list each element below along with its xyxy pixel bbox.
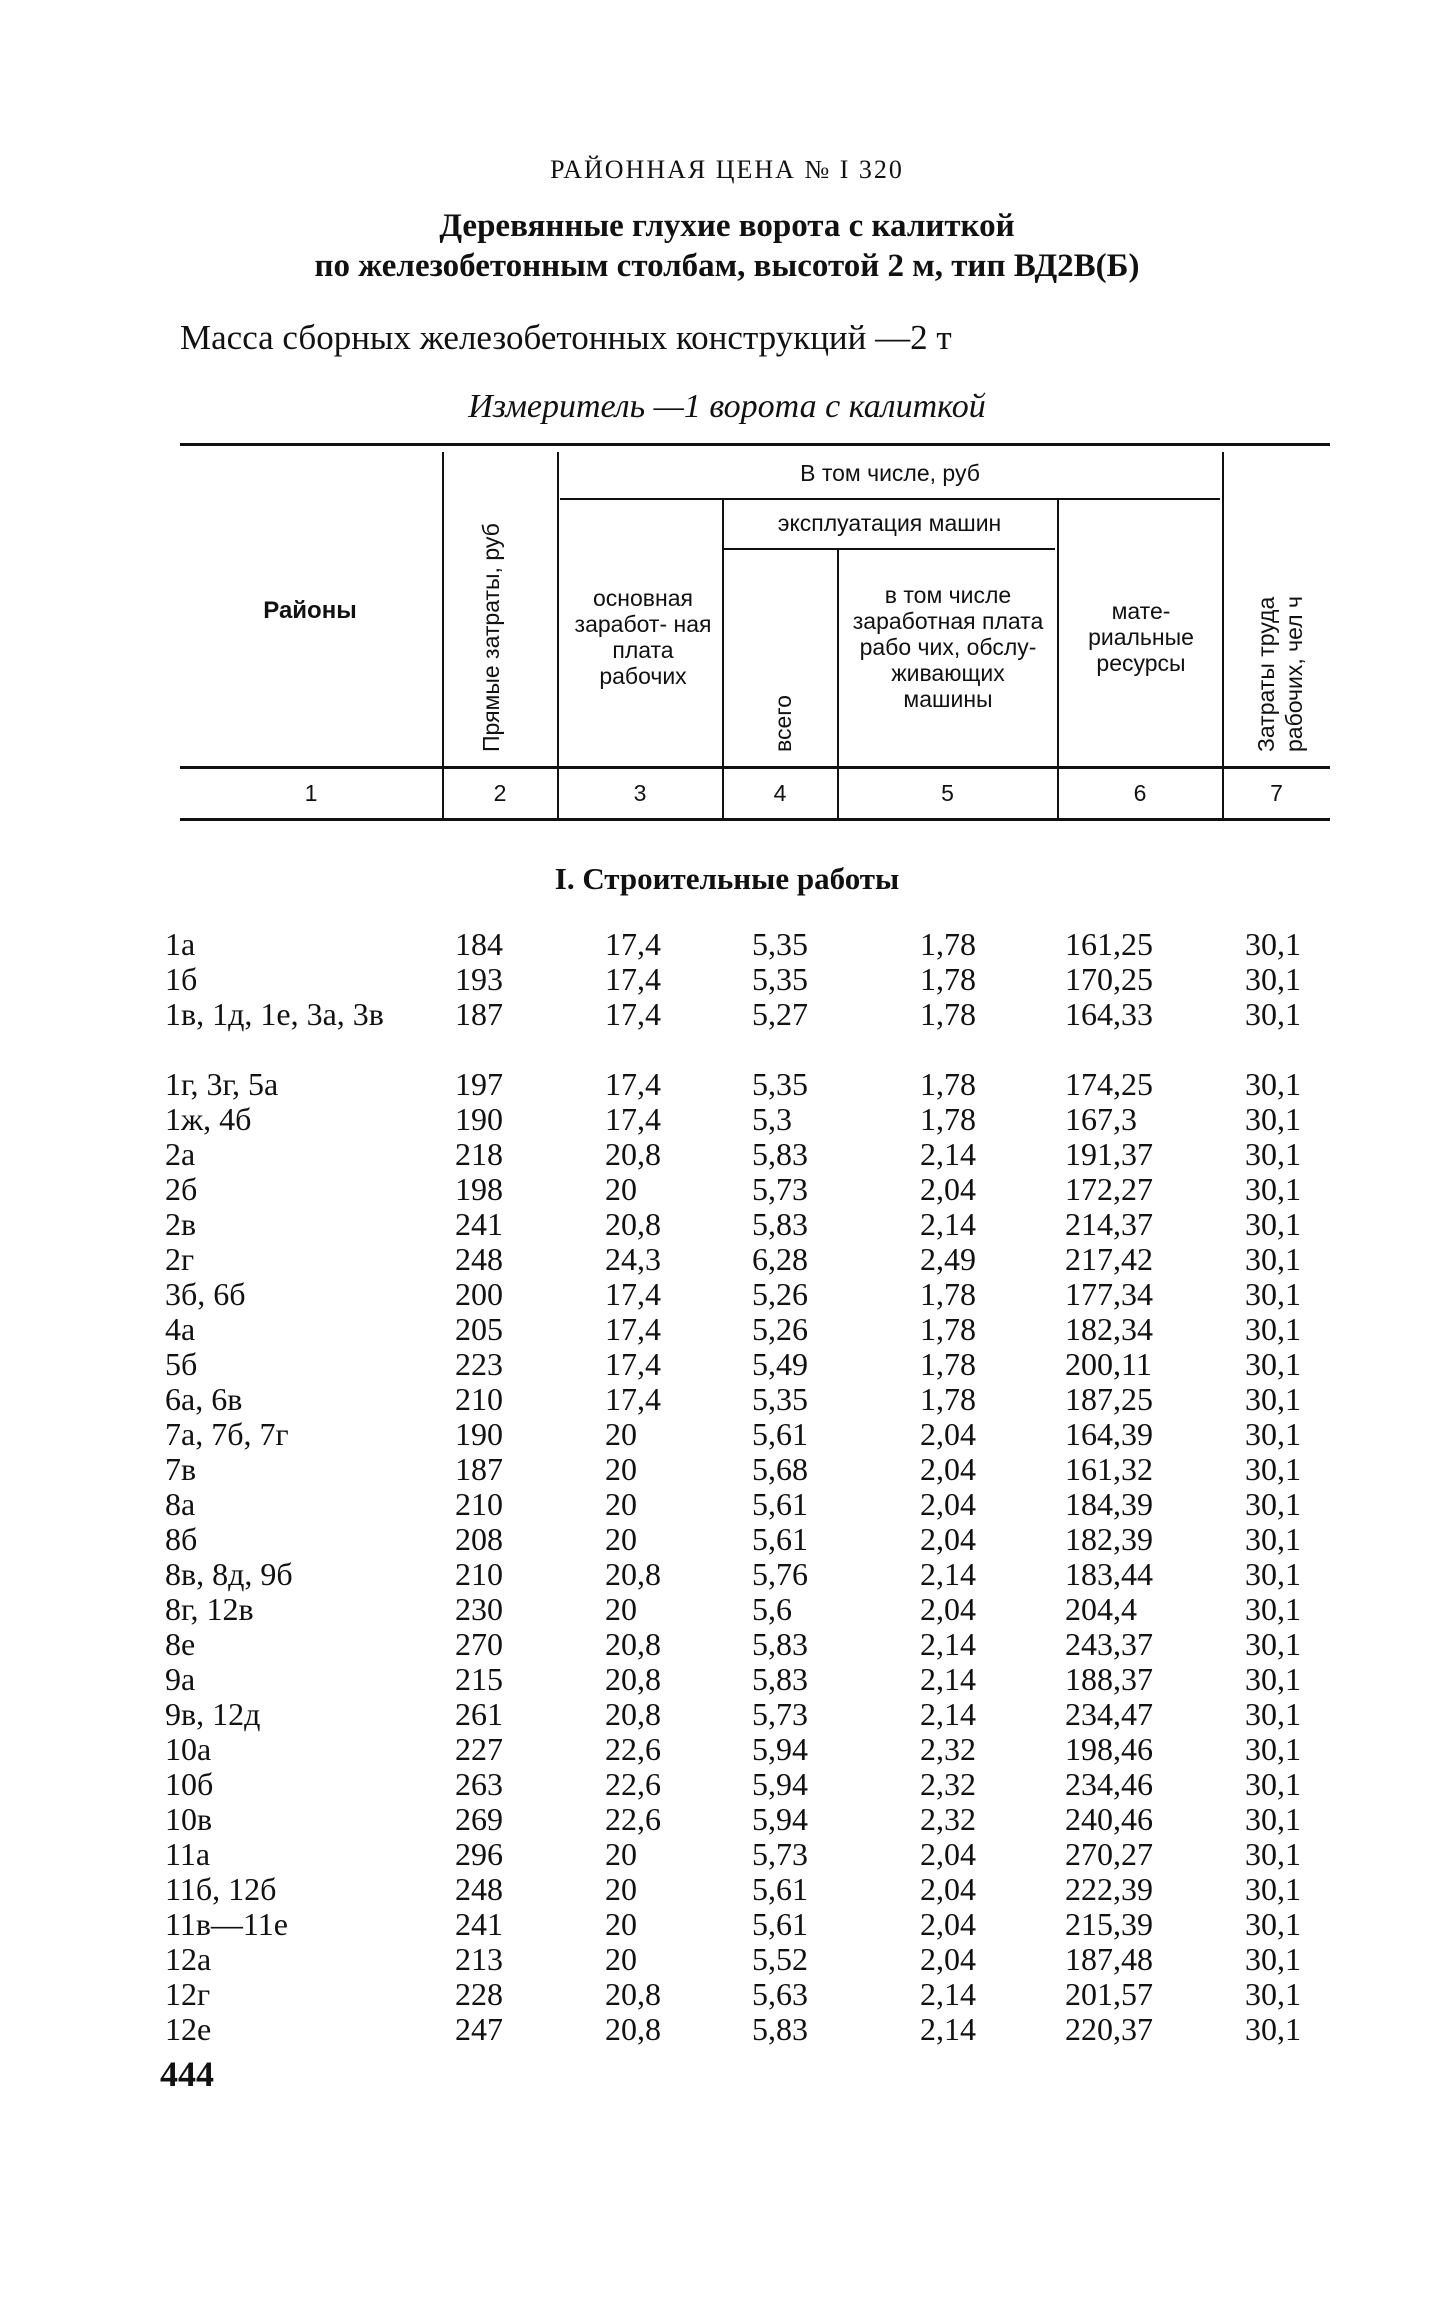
machines-total-cell: 5,83 — [752, 1206, 808, 1242]
base-wage-cell: 20,8 — [605, 1206, 661, 1242]
materials-cell: 177,34 — [1065, 1276, 1153, 1312]
labor-cell: 30,1 — [1245, 996, 1301, 1032]
col-divider-3 — [722, 500, 724, 774]
machines-total-cell: 5,94 — [752, 1766, 808, 1802]
base-wage-cell: 17,4 — [605, 926, 661, 962]
direct-cost-cell: 210 — [455, 1486, 503, 1522]
machines-total-cell: 5,61 — [752, 1871, 808, 1907]
region-cell: 8б — [165, 1521, 198, 1557]
machines-total-cell: 5,73 — [752, 1171, 808, 1207]
labor-cell: 30,1 — [1245, 1346, 1301, 1382]
materials-cell: 187,25 — [1065, 1381, 1153, 1417]
machines-total-cell: 5,26 — [752, 1311, 808, 1347]
machine-wage-cell: 2,04 — [920, 1171, 976, 1207]
machine-wage-cell: 2,04 — [920, 1486, 976, 1522]
materials-cell: 222,39 — [1065, 1871, 1153, 1907]
direct-cost-cell: 210 — [455, 1556, 503, 1592]
group-rule — [560, 498, 1220, 500]
materials-cell: 214,37 — [1065, 1206, 1153, 1242]
materials-cell: 164,33 — [1065, 996, 1153, 1032]
table-row — [165, 1067, 1345, 1102]
machine-wage-cell: 2,04 — [920, 1591, 976, 1627]
machine-wage-cell: 2,14 — [920, 1626, 976, 1662]
region-cell: 7в — [165, 1451, 197, 1487]
labor-cell: 30,1 — [1245, 1416, 1301, 1452]
labor-cell: 30,1 — [1245, 1521, 1301, 1557]
title-line-1: Деревянные глухие ворота с калиткой — [439, 208, 1015, 244]
table-row — [165, 997, 1345, 1067]
region-cell: 10в — [165, 1801, 213, 1837]
table-row — [165, 1522, 1345, 1557]
labor-cell: 30,1 — [1245, 1591, 1301, 1627]
region-cell: 8г, 12в — [165, 1591, 254, 1627]
direct-cost-cell: 190 — [455, 1416, 503, 1452]
machines-total-cell: 5,73 — [752, 1836, 808, 1872]
direct-cost-cell: 205 — [455, 1311, 503, 1347]
region-cell: 8в, 8д, 9б — [165, 1556, 293, 1592]
machines-total-cell: 5,83 — [752, 1661, 808, 1697]
base-wage-cell: 17,4 — [605, 1311, 661, 1347]
base-wage-cell: 22,6 — [605, 1766, 661, 1802]
base-wage-cell: 20 — [605, 1591, 637, 1627]
machines-total-cell: 5,94 — [752, 1731, 808, 1767]
machines-total-cell: 5,83 — [752, 1136, 808, 1172]
machine-wage-cell: 2,14 — [920, 1976, 976, 2012]
machine-wage-cell: 2,14 — [920, 1556, 976, 1592]
materials-cell: 161,32 — [1065, 1451, 1153, 1487]
labor-cell: 30,1 — [1245, 1451, 1301, 1487]
region-cell: 11б, 12б — [165, 1871, 277, 1907]
materials-cell: 174,25 — [1065, 1066, 1153, 1102]
materials-cell: 201,57 — [1065, 1976, 1153, 2012]
measure-unit: Измеритель —1 ворота с калиткой — [468, 388, 986, 425]
col-divider-6 — [1222, 452, 1224, 774]
table-row — [165, 1382, 1345, 1417]
machines-total-cell: 5,83 — [752, 2011, 808, 2047]
machines-total-cell: 5,76 — [752, 1556, 808, 1592]
region-cell: 11а — [165, 1836, 211, 1872]
table-row — [165, 1207, 1345, 1242]
machine-wage-cell: 2,32 — [920, 1801, 976, 1837]
region-cell: 2г — [165, 1241, 195, 1277]
base-wage-cell: 20,8 — [605, 1976, 661, 2012]
table-row — [165, 1312, 1345, 1347]
table-row — [165, 1942, 1345, 1977]
materials-cell: 215,39 — [1065, 1906, 1153, 1942]
price-table-body — [165, 927, 1345, 2047]
machines-total-cell: 5,73 — [752, 1696, 808, 1732]
col-header-regions: Районы — [263, 597, 357, 624]
table-row — [165, 1417, 1345, 1452]
direct-cost-cell: 210 — [455, 1381, 503, 1417]
machine-wage-cell: 2,04 — [920, 1416, 976, 1452]
machine-wage-cell: 2,14 — [920, 1136, 976, 1172]
materials-cell: 170,25 — [1065, 961, 1153, 997]
page-number: 444 — [160, 2054, 214, 2094]
direct-cost-cell: 248 — [455, 1241, 503, 1277]
labor-cell: 30,1 — [1245, 1836, 1301, 1872]
machines-total-cell: 5,61 — [752, 1486, 808, 1522]
region-cell: 3б, 6б — [165, 1276, 246, 1312]
direct-cost-cell: 263 — [455, 1766, 503, 1802]
direct-cost-cell: 248 — [455, 1871, 503, 1907]
machines-total-cell: 6,28 — [752, 1241, 808, 1277]
table-row — [165, 1277, 1345, 1312]
base-wage-cell: 20,8 — [605, 1626, 661, 1662]
direct-cost-cell: 241 — [455, 1206, 503, 1242]
region-cell: 4а — [165, 1311, 196, 1347]
direct-cost-cell: 270 — [455, 1626, 503, 1662]
machines-rule — [724, 548, 1055, 550]
materials-cell: 164,39 — [1065, 1416, 1153, 1452]
labor-cell: 30,1 — [1245, 1101, 1301, 1137]
machines-total-cell: 5,52 — [752, 1941, 808, 1977]
col-header-base-wage: основная заработ- ная плата рабочих — [574, 585, 712, 689]
col-number-6: 6 — [1133, 780, 1147, 806]
col-number-4: 4 — [773, 780, 787, 806]
base-wage-cell: 17,4 — [605, 1276, 661, 1312]
col-number-7: 7 — [1270, 780, 1283, 806]
materials-cell: 191,37 — [1065, 1136, 1153, 1172]
labor-cell: 30,1 — [1245, 1381, 1301, 1417]
base-wage-cell: 17,4 — [605, 1381, 661, 1417]
direct-cost-cell: 223 — [455, 1346, 503, 1382]
col-divider-5 — [1057, 500, 1059, 774]
labor-cell: 30,1 — [1245, 1206, 1301, 1242]
direct-cost-cell: 208 — [455, 1521, 503, 1557]
col-divider-4 — [837, 550, 839, 774]
direct-cost-cell: 193 — [455, 961, 503, 997]
direct-cost-cell: 197 — [455, 1066, 503, 1102]
direct-cost-cell: 241 — [455, 1906, 503, 1942]
machine-wage-cell: 1,78 — [920, 996, 976, 1032]
materials-cell: 270,27 — [1065, 1836, 1153, 1872]
materials-cell: 220,37 — [1065, 2011, 1153, 2047]
machine-wage-cell: 1,78 — [920, 1381, 976, 1417]
machine-wage-cell: 2,04 — [920, 1521, 976, 1557]
region-cell: 8е — [165, 1626, 196, 1662]
base-wage-cell: 20,8 — [605, 1661, 661, 1697]
machine-wage-cell: 2,04 — [920, 1871, 976, 1907]
labor-cell: 30,1 — [1245, 1941, 1301, 1977]
machine-wage-cell: 2,14 — [920, 2011, 976, 2047]
labor-cell: 30,1 — [1245, 1556, 1301, 1592]
table-row — [165, 1802, 1345, 1837]
col-header-total: всего — [770, 695, 796, 752]
base-wage-cell: 20 — [605, 1836, 637, 1872]
base-wage-cell: 20 — [605, 1941, 637, 1977]
machine-wage-cell: 2,14 — [920, 1661, 976, 1697]
base-wage-cell: 20 — [605, 1871, 637, 1907]
region-cell: 12г — [165, 1976, 211, 2012]
machine-wage-cell: 2,32 — [920, 1766, 976, 1802]
machines-total-cell: 5,61 — [752, 1906, 808, 1942]
labor-cell: 30,1 — [1245, 1136, 1301, 1172]
materials-cell: 161,25 — [1065, 926, 1153, 962]
machines-total-cell: 5,68 — [752, 1451, 808, 1487]
mass-note: Масса сборных железобетонных конструкций —2 т — [180, 318, 952, 357]
machine-wage-cell: 1,78 — [920, 1101, 976, 1137]
materials-cell: 200,11 — [1065, 1346, 1152, 1382]
machine-wage-cell: 1,78 — [920, 1346, 976, 1382]
table-row — [165, 1137, 1345, 1172]
table-row — [165, 1697, 1345, 1732]
machines-total-cell: 5,35 — [752, 961, 808, 997]
materials-cell: 198,46 — [1065, 1731, 1153, 1767]
region-cell: 1ж, 4б — [165, 1101, 252, 1137]
col-header-materials: мате- риальные ресурсы — [1088, 598, 1194, 676]
direct-cost-cell: 200 — [455, 1276, 503, 1312]
base-wage-cell: 22,6 — [605, 1801, 661, 1837]
table-row — [165, 1557, 1345, 1592]
table-row — [165, 1837, 1345, 1872]
region-cell: 2в — [165, 1206, 197, 1242]
table-row — [165, 1592, 1345, 1627]
machine-wage-cell: 1,78 — [920, 1276, 976, 1312]
materials-cell: 182,34 — [1065, 1311, 1153, 1347]
labor-cell: 30,1 — [1245, 1696, 1301, 1732]
table-row — [165, 1872, 1345, 1907]
materials-cell: 167,3 — [1065, 1101, 1137, 1137]
direct-cost-cell: 269 — [455, 1801, 503, 1837]
section-title: I. Строительные работы — [554, 861, 900, 896]
direct-cost-cell: 187 — [455, 996, 503, 1032]
machine-wage-cell: 2,04 — [920, 1941, 976, 1977]
table-row — [165, 1767, 1345, 1802]
direct-cost-cell: 228 — [455, 1976, 503, 2012]
base-wage-cell: 17,4 — [605, 1101, 661, 1137]
region-cell: 9в, 12д — [165, 1696, 261, 1732]
materials-cell: 234,46 — [1065, 1766, 1153, 1802]
region-cell: 6а, 6в — [165, 1381, 243, 1417]
running-header: РАЙОННАЯ ЦЕНА № I 320 — [550, 155, 904, 184]
materials-cell: 204,4 — [1065, 1591, 1137, 1627]
labor-cell: 30,1 — [1245, 1871, 1301, 1907]
region-cell: 1а — [165, 926, 196, 962]
machines-total-cell: 5,27 — [752, 996, 808, 1032]
labor-cell: 30,1 — [1245, 1801, 1301, 1837]
base-wage-cell: 20,8 — [605, 2011, 661, 2047]
base-wage-cell: 22,6 — [605, 1731, 661, 1767]
region-cell: 5б — [165, 1346, 198, 1382]
machines-total-cell: 5,35 — [752, 1066, 808, 1102]
col-header-group: В том числе, руб — [800, 460, 980, 486]
machines-total-cell: 5,63 — [752, 1976, 808, 2012]
machine-wage-cell: 2,04 — [920, 1836, 976, 1872]
base-wage-cell: 20 — [605, 1486, 637, 1522]
region-cell: 1в, 1д, 1е, 3а, 3в — [165, 996, 384, 1032]
header-bottom-rule — [180, 766, 1330, 769]
direct-cost-cell: 227 — [455, 1731, 503, 1767]
col-number-2: 2 — [493, 780, 507, 806]
region-cell: 9а — [165, 1661, 196, 1697]
labor-cell: 30,1 — [1245, 1311, 1301, 1347]
table-row — [165, 927, 1345, 962]
table-row — [165, 1977, 1345, 2012]
direct-cost-cell: 261 — [455, 1696, 503, 1732]
base-wage-cell: 20 — [605, 1521, 637, 1557]
region-cell: 12е — [165, 2011, 212, 2047]
table-row — [165, 1662, 1345, 1697]
direct-cost-cell: 184 — [455, 926, 503, 962]
table-row — [165, 1172, 1345, 1207]
machines-total-cell: 5,26 — [752, 1276, 808, 1312]
base-wage-cell: 20,8 — [605, 1136, 661, 1172]
direct-cost-cell: 230 — [455, 1591, 503, 1627]
table-row — [165, 1907, 1345, 1942]
machines-total-cell: 5,61 — [752, 1416, 808, 1452]
base-wage-cell: 20,8 — [605, 1696, 661, 1732]
base-wage-cell: 20 — [605, 1906, 637, 1942]
region-cell: 7а, 7б, 7г — [165, 1416, 289, 1452]
materials-cell: 184,39 — [1065, 1486, 1153, 1522]
machines-total-cell: 5,94 — [752, 1801, 808, 1837]
machine-wage-cell: 2,04 — [920, 1451, 976, 1487]
region-cell: 10а — [165, 1731, 212, 1767]
region-cell: 10б — [165, 1766, 214, 1802]
machines-total-cell: 5,35 — [752, 1381, 808, 1417]
labor-cell: 30,1 — [1245, 1486, 1301, 1522]
materials-cell: 234,47 — [1065, 1696, 1153, 1732]
table-row — [165, 962, 1345, 997]
machine-wage-cell: 1,78 — [920, 961, 976, 997]
direct-cost-cell: 213 — [455, 1941, 503, 1977]
labor-cell: 30,1 — [1245, 1731, 1301, 1767]
labor-cell: 30,1 — [1245, 1976, 1301, 2012]
base-wage-cell: 24,3 — [605, 1241, 661, 1277]
region-cell: 12а — [165, 1941, 212, 1977]
machine-wage-cell: 2,04 — [920, 1906, 976, 1942]
col-number-3: 3 — [633, 780, 647, 806]
materials-cell: 183,44 — [1065, 1556, 1153, 1592]
machines-total-cell: 5,35 — [752, 926, 808, 962]
table-row — [165, 1487, 1345, 1522]
labor-cell: 30,1 — [1245, 1766, 1301, 1802]
col-header-machine-wage: в том числе заработная плата рабо чих, обслу- живающих машины — [852, 582, 1044, 712]
machine-wage-cell: 2,14 — [920, 1206, 976, 1242]
labor-cell: 30,1 — [1245, 1171, 1301, 1207]
labor-cell: 30,1 — [1245, 1626, 1301, 1662]
col-header-labor: Затраты труда рабочих, чел ч — [1253, 596, 1307, 752]
machine-wage-cell: 2,49 — [920, 1241, 976, 1277]
machine-wage-cell: 2,14 — [920, 1696, 976, 1732]
machines-total-cell: 5,3 — [752, 1101, 792, 1137]
labor-cell: 30,1 — [1245, 1906, 1301, 1942]
region-cell: 2а — [165, 1136, 196, 1172]
base-wage-cell: 17,4 — [605, 961, 661, 997]
region-cell: 1б — [165, 961, 198, 997]
direct-cost-cell: 190 — [455, 1101, 503, 1137]
labor-cell: 30,1 — [1245, 2011, 1301, 2047]
table-row — [165, 1242, 1345, 1277]
materials-cell: 188,37 — [1065, 1661, 1153, 1697]
table-row — [165, 1627, 1345, 1662]
col-divider-1 — [442, 452, 444, 774]
machines-total-cell: 5,83 — [752, 1626, 808, 1662]
col-number-1: 1 — [304, 780, 318, 806]
materials-cell: 172,27 — [1065, 1171, 1153, 1207]
col-divider-2 — [557, 452, 559, 774]
materials-cell: 182,39 — [1065, 1521, 1153, 1557]
labor-cell: 30,1 — [1245, 926, 1301, 962]
col-header-direct-costs: Прямые затраты, руб — [478, 523, 504, 752]
region-cell: 1г, 3г, 5а — [165, 1066, 279, 1102]
labor-cell: 30,1 — [1245, 1661, 1301, 1697]
direct-cost-cell: 296 — [455, 1836, 503, 1872]
table-row — [165, 1732, 1345, 1767]
materials-cell: 217,42 — [1065, 1241, 1153, 1277]
region-cell: 11в—11е — [165, 1906, 288, 1942]
base-wage-cell: 20 — [605, 1451, 637, 1487]
labor-cell: 30,1 — [1245, 1241, 1301, 1277]
numbering-bottom-rule — [180, 818, 1330, 821]
table-row — [165, 2012, 1345, 2047]
direct-cost-cell: 215 — [455, 1661, 503, 1697]
col-number-5: 5 — [941, 780, 954, 806]
table-top-rule — [180, 443, 1330, 446]
table-row — [165, 1452, 1345, 1487]
base-wage-cell: 20 — [605, 1171, 637, 1207]
col-header-machines: эксплуатация машин — [777, 510, 1002, 536]
region-cell: 2б — [165, 1171, 198, 1207]
base-wage-cell: 17,4 — [605, 1066, 661, 1102]
table-row — [165, 1347, 1345, 1382]
direct-cost-cell: 218 — [455, 1136, 503, 1172]
labor-cell: 30,1 — [1245, 961, 1301, 997]
machine-wage-cell: 1,78 — [920, 1311, 976, 1347]
base-wage-cell: 17,4 — [605, 996, 661, 1032]
machine-wage-cell: 1,78 — [920, 926, 976, 962]
labor-cell: 30,1 — [1245, 1276, 1301, 1312]
title-line-2: по железобетонным столбам, высотой 2 м, тип ВД2В(Б) — [314, 248, 1140, 284]
base-wage-cell: 20,8 — [605, 1556, 661, 1592]
materials-cell: 243,37 — [1065, 1626, 1153, 1662]
machine-wage-cell: 2,32 — [920, 1731, 976, 1767]
direct-cost-cell: 247 — [455, 2011, 503, 2047]
machines-total-cell: 5,6 — [752, 1591, 792, 1627]
direct-cost-cell: 187 — [455, 1451, 503, 1487]
base-wage-cell: 20 — [605, 1416, 637, 1452]
machine-wage-cell: 1,78 — [920, 1066, 976, 1102]
direct-cost-cell: 198 — [455, 1171, 503, 1207]
machines-total-cell: 5,49 — [752, 1346, 808, 1382]
machines-total-cell: 5,61 — [752, 1521, 808, 1557]
labor-cell: 30,1 — [1245, 1066, 1301, 1102]
base-wage-cell: 17,4 — [605, 1346, 661, 1382]
materials-cell: 187,48 — [1065, 1941, 1153, 1977]
materials-cell: 240,46 — [1065, 1801, 1153, 1837]
region-cell: 8а — [165, 1486, 196, 1522]
table-row — [165, 1102, 1345, 1137]
